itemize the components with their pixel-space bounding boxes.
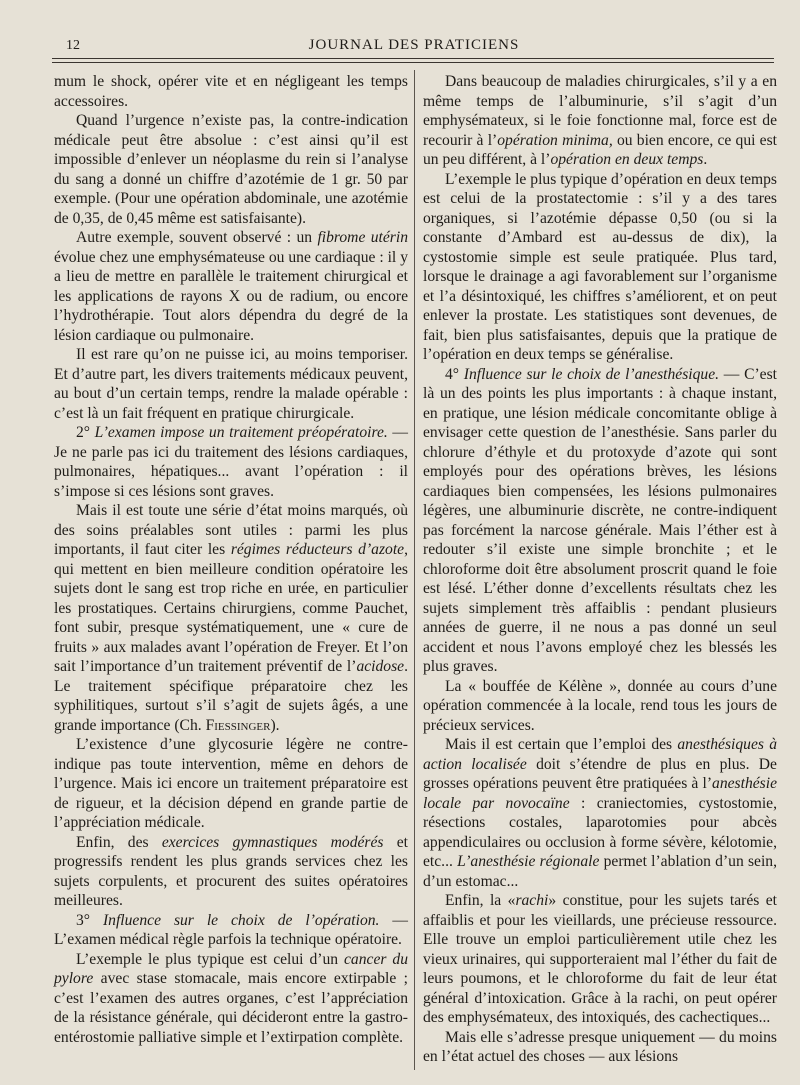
paragraph	[423, 677, 777, 736]
italic-run: L’anesthésie régionale	[457, 853, 600, 870]
paragraph	[54, 950, 408, 1048]
text-run: Dans beaucoup de maladies chirurgicales, s’il y a en même temps de l’albuminurie, s’il s’agit d’un emphysémateux, si le foie fonctionne mal, force est de recourir à l’	[423, 73, 777, 149]
text-run: .	[703, 151, 708, 168]
header-rule-thick	[52, 58, 774, 59]
paragraph	[54, 833, 408, 911]
text-run: 4°	[445, 365, 464, 383]
italic-run: anesthésiques à action localisée	[423, 736, 777, 773]
italic-run: anesthésie locale par novocaïne	[423, 775, 777, 812]
paragraph	[54, 911, 408, 950]
text-run: Il est rare qu’on ne puisse ici, au moins temporiser. Et d’autre part, les divers traitements médicaux peuvent, au bout d’un certain temps, rendre la malade opérable : c’est là un fait fréquent en pratique chirurgicale.	[54, 346, 408, 422]
text-run: : craniectomies, cystostomie, résections costales, laparotomies pour abcès appendiculaires ou occlusion à forme sévère, kélotomie, etc...	[423, 794, 777, 870]
text-run: — L’examen médical règle parfois la technique opératoire.	[54, 911, 408, 948]
running-title: JOURNAL DES PRATICIENS	[308, 37, 520, 53]
text-run: Mais elle s’adresse presque uniquement — du moins en l’état actuel des choses — aux lésions	[423, 1028, 777, 1065]
text-run: La « bouffée de Kélène », donnée au cours d’une opération commencée à la locale, rend tous les jours de précieux services.	[423, 677, 777, 734]
text-run: ).	[270, 716, 280, 734]
paragraph	[423, 1028, 777, 1067]
text-run: 3°	[76, 911, 103, 929]
text-run: ou bien encore, ce qui est un peu différent, à l’	[423, 131, 777, 168]
text-run: évolue chez une emphysémateuse ou une cardiaque : il y a lieu de mettre en parallèle le traitement chirurgical et les applications de rayons X ou de radium, ou encore l’hydrothérapie. Tout alors dépendra du degré de la lésion cardiaque ou pulmonaire.	[54, 248, 408, 344]
paragraph	[423, 72, 777, 170]
paragraph	[54, 345, 408, 423]
text-run: avec stase stomacale, mais encore extirpable ; c’est l’examen des autres organes, c’est l’appréciation de la résistance générale, qui décideront entre la gastro-entérostomie palliative simple et l’extirpation complète.	[54, 970, 408, 1046]
text-run: Autre exemple, souvent observé : un	[76, 229, 318, 246]
header-rule-thin	[52, 62, 774, 63]
text-run: mum le shock, opérer vite et en négligeant les temps accessoires.	[54, 73, 408, 110]
italic-run: Influence sur le choix de l’opération.	[102, 911, 380, 929]
text-run: Quand l’urgence n’existe pas, la contre-indication médicale peut être absolue : c’est ainsi qu’il est impossible d’enlever un néoplasme du rein si l’analyse du sang a donné un chiffre d’azotémie de 1 gr. 50 par exemple. (Pour une opération abdominale, une azotémie de 0,35, de 0,45 même est satisfaisante).	[54, 112, 408, 227]
text-run: permet l’ablation d’un sein, d’un estomac...	[423, 853, 777, 890]
paragraph	[54, 72, 408, 111]
text-run: . Le traitement spécifique préparatoire chez les syphilitiques, surtout s’il s’agit de sujets âgés, a une grande importance (Ch.	[54, 658, 408, 734]
italic-run: Influence sur le choix de l’anesthésique.	[463, 365, 720, 383]
paragraph	[54, 735, 408, 833]
small-caps-run: Fiessinger	[205, 716, 271, 734]
italic-run: rachi	[515, 892, 549, 909]
text-run: Mais il est toute une série d’état moins marqués, où des soins préalables sont utiles : parmi les plus importants, il faut citer les	[54, 502, 408, 558]
column-divider	[414, 70, 415, 1070]
paragraph	[423, 170, 777, 365]
paragraph	[423, 891, 777, 1028]
text-run: L’existence d’une glycosurie légère ne contre-indique pas toute intervention, même en dehors de l’urgence. Mais ici encore un traitement préparatoire est de rigueur, et la décision dépend en grande partie de l’appréciation médicale.	[54, 736, 408, 831]
text-run: Enfin, la «	[445, 892, 516, 909]
italic-run: L’examen impose un traitement préopératoire.	[94, 424, 388, 441]
text-run: , qui mettent en bien meilleure condition opératoire les sujets dont le sang est trop riche en urée, en particulier les prostatiques. Certains chirurgiens, comme Pauchet, font subir, presque systématiquement, une « cure de fruits » aux malades avant l’opération de Freyer. Et l’on sait l’importance d’un traitement préventif de l’	[54, 541, 408, 675]
right-column	[423, 72, 777, 1067]
italic-run: opération minima,	[497, 131, 613, 149]
italic-run: acidose	[356, 658, 405, 675]
text-run: 2°	[76, 424, 95, 441]
paragraph	[54, 501, 408, 735]
italic-run: exercices gymnastiques modérés	[161, 833, 384, 851]
paragraph	[54, 423, 408, 501]
paragraph	[54, 111, 408, 228]
text-run: » constitue, pour les sujets tarés et affaiblis et pour les vieillards, une précieuse ressource. Elle trouve un emploi particulièrement utile chez les vieux urinaires, qui supporteraient mal l’éther du fait de leurs poumons, et le chloroforme du fait de leur état général d’intoxication. Grâce à la rachi, on peut opérer des emphysémateux, des intoxiqués, des cachectiques...	[423, 892, 777, 1026]
paragraph	[423, 735, 777, 891]
text-run: Enfin, des	[76, 833, 162, 851]
paragraph	[423, 365, 777, 677]
text-run: L’exemple le plus typique est celui d’un	[76, 950, 345, 968]
left-column	[54, 72, 408, 1047]
page-number: 12	[66, 38, 80, 53]
italic-run: cancer du pylore	[54, 950, 408, 987]
page-header	[58, 32, 770, 56]
text-run: — C’est là un des points les plus importants : à chaque instant, en pratique, une lésion médicale concomitante oblige à envisager cette question de l’anesthésie. Sans parler du chlorure d’éthyle et du protoxyde d’azote qui sont employés pour des opérations brèves, les lésions cardiaques bien compensées, les lésions pulmonaires légères, une albuminurie discrète, ne contre-indiquent pas forcément la narcose générale. Mais l’éther est à redouter s’il existe une simple bronchite ; et le chloroforme doit être absolument proscrit quand le foie est lésé. L’éther donne d’excellents résultats chez les sujets simplement très affaiblis : pendant plusieurs années de guerre, il ne nous a pas donné un seul accident et nous l’avons employé chez les blessés les plus graves.	[423, 365, 778, 675]
text-run: — Je ne parle pas ici du traitement des lésions cardiaques, pulmonaires, hépatiques... avant l’opération : il s’impose si ces lésions sont graves.	[54, 424, 408, 500]
text-run: et progressifs rendent les plus grands services chez les sujets corpulents, et procurent des suites opératoires meilleures.	[54, 833, 408, 909]
text-run: Mais il est certain que l’emploi des	[445, 736, 678, 753]
text-run: L’exemple le plus typique d’opération en deux temps est celui de la prostatectomie : s’il y a des tares organiques, si l’azotémie dépasse 0,50 (ou si la constante d’Ambard est au-dessus de dix), la cystostomie simple est seule pratiquée. Plus tard, lorsque le drainage a agi favorablement sur l’organisme et l’a désintoxiqué, les chiffres s’améliorent, et on peut enlever la prostate. Les statistiques sont devenues, de fait, bien plus satisfaisantes, depuis que la pratique de l’opération en deux temps se généralise.	[423, 170, 777, 363]
italic-run: fibrome utérin	[317, 229, 408, 246]
italic-run: régimes réducteurs d’azote	[230, 541, 405, 558]
paragraph	[54, 228, 408, 345]
italic-run: opération en deux temps	[550, 151, 704, 168]
text-run: doit s’étendre de plus en plus. De grosses opérations peuvent être pratiquées à l’	[423, 755, 777, 792]
